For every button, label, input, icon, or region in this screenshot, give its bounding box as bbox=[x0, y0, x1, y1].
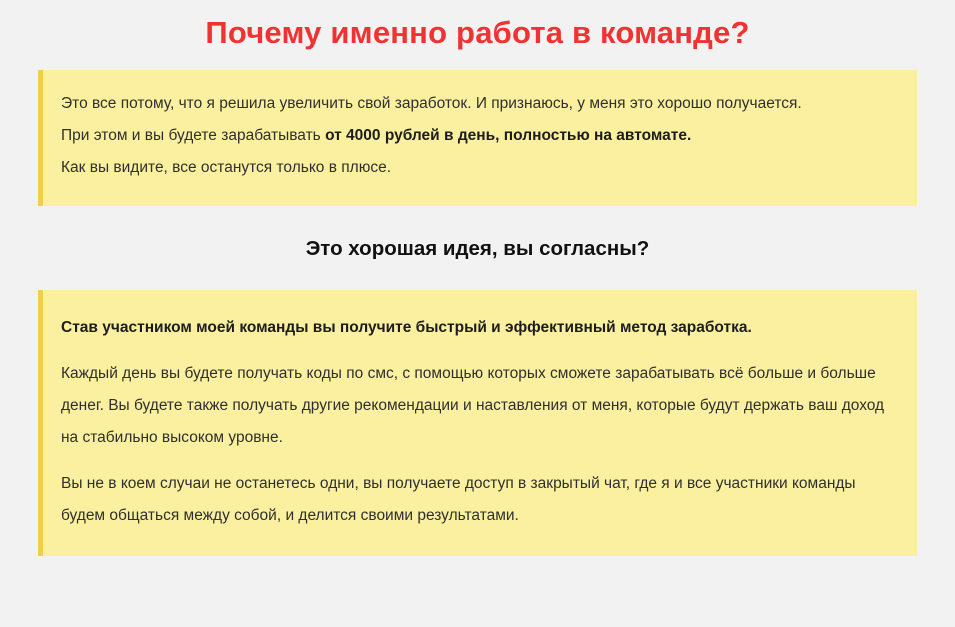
note-one-paragraph-1-text: Это все потому, что я решила увеличить свой заработок. И признаюсь, у меня это хорошо получается. bbox=[61, 94, 802, 112]
note-one-paragraph-1 bbox=[61, 88, 895, 120]
note-one-paragraph-3-text: Как вы видите, все останутся только в плюсе. bbox=[61, 158, 391, 176]
note-two-paragraph-1 bbox=[61, 312, 895, 344]
note-one-paragraph-2 bbox=[61, 120, 895, 152]
highlight-box-first bbox=[38, 70, 917, 206]
note-one-paragraph-2-emphasis: от 4000 рублей в день, полностью на автомате. bbox=[325, 126, 692, 144]
note-one-paragraph-2-lead: При этом и вы будете зарабатывать bbox=[61, 126, 326, 144]
highlight-box-second bbox=[38, 290, 917, 556]
note-two-paragraph-2: Каждый день вы будете получать коды по смс, с помощью которых сможете зарабатывать всё больше и больше денег. Вы будете также получать другие рекомендации и наставления от меня, которые будут держать ваш доход на стабильно высоком уровне. bbox=[61, 365, 885, 447]
note-two-paragraph-1-emphasis: Став участником моей команды вы получите быстрый и эффективный метод заработка. bbox=[61, 319, 752, 337]
note-two-paragraph-3: Вы не в коем случаи не останетесь одни, вы получаете доступ в закрытый чат, где я и все участники команды будем общаться между собой, и делится своими результатами. bbox=[61, 475, 856, 525]
note-one-paragraph-3 bbox=[61, 152, 895, 184]
section-heading: Это хорошая идея, вы согласны? bbox=[305, 236, 650, 260]
page-title: Почему именно работа в команде? bbox=[205, 15, 750, 50]
